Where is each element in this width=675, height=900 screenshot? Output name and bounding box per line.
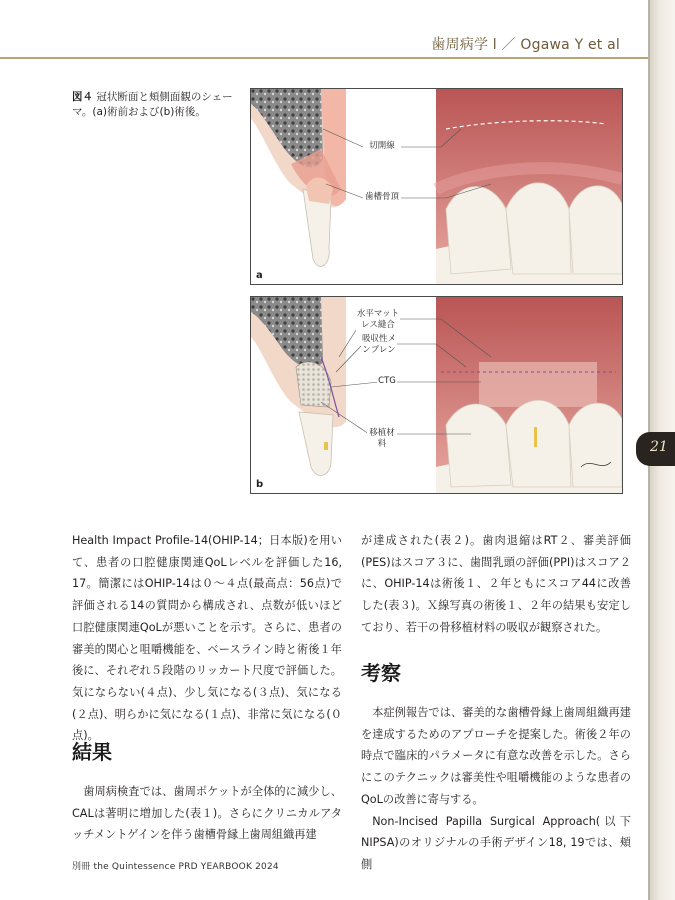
left-paragraph-1: Health Impact Profile-14(OHIP-14；日本版)を用いて、患者の口腔健康関連QoLレベルを評価した16, 17。簡潔にはOHIP-14は０～４点(最高点：56点)で評価される14の質問から構成され、点数が低いほど口腔健康関連QoLが悪いことを示す。さらに、患者の審美的関心と咀嚼機能を、ベースライン時と術後１年後に、それぞれ５段階のリッカート尺度で評価した。気にならない(４点)、少し気になる(３点)、気になる(２点)、明らかに気になる(１点)、非常に気になる(０点)。 (72, 534, 342, 743)
page-number: 21 (650, 439, 668, 455)
section-title-results: 結果 (72, 740, 112, 764)
section-title-discussion: 考察 (361, 661, 401, 685)
figure-caption (72, 90, 242, 120)
label-alveolar-crest: 歯槽骨頂 (364, 192, 399, 202)
label-ctg: CTG (378, 376, 396, 386)
label-graft-material: 移植材料 (367, 428, 397, 450)
running-header (0, 30, 648, 58)
right-column-paragraph-1 (361, 530, 631, 639)
figure-panel-b (250, 296, 623, 494)
page-number-tab (636, 432, 675, 466)
figure-b-illustration (251, 297, 622, 493)
label-incision-line: 切開線 (363, 141, 401, 152)
figure-caption-text: 冠状断面と頬側面観のシェーマ。(a)術前および(b)術後。 (72, 91, 233, 118)
figure-panel-a (250, 88, 623, 285)
left-column-paragraph-2 (72, 781, 342, 846)
header-rule (0, 57, 648, 59)
running-title: 歯周病学 l ／ Ogawa Y et al (431, 37, 620, 53)
right-paragraph-2: 本症例報告では、審美的な歯槽骨縁上歯周組織再建を達成するためのアプローチを提案した。術後２年の時点で臨床的パラメータに有意な改善を示した。さらにこのテクニックは審美性や咀嚼機能のような患者のQoLの改善に寄与する。 (361, 706, 631, 806)
panel-letter-a: a (256, 270, 263, 281)
figure-a-illustration (251, 89, 622, 284)
label-resorbable-membrane: 吸収性メンブレン (361, 334, 396, 355)
left-paragraph-2: 歯周病検査では、歯周ポケットが全体的に減少し、CALは著明に増加した(表１)。さらにクリニカルアタッチメントゲインを伴う歯槽骨縁上歯周組織再建 (72, 785, 342, 842)
right-paragraph-1: が達成された(表２)。歯肉退縮はRT２、審美評価(PES)はスコア３に、歯間乳頭の評価(PPI)はスコア２に、OHIP-14は術後１、２年ともにスコア44に改善した(表３)。Ｘ線写真の術後１、２年の結果も安定しており、若干の骨移植材料の吸収が観察された。 (361, 534, 631, 634)
footer: 別冊 the Quintessence PRD YEARBOOK 2024 (72, 862, 279, 872)
panel-letter-b: b (256, 479, 264, 490)
figure-caption-label: 図４ (72, 91, 93, 103)
right-paragraph-3: Non-Incised Papilla Surgical Approach(以下NIPSA)のオリジナルの手術デザイン18, 19では、頬側 (361, 814, 631, 871)
label-horizontal-mattress-suture: 水平マットレス縫合 (356, 309, 400, 330)
left-column-paragraph-1 (72, 530, 342, 743)
right-column-paragraph-2 (361, 702, 631, 876)
